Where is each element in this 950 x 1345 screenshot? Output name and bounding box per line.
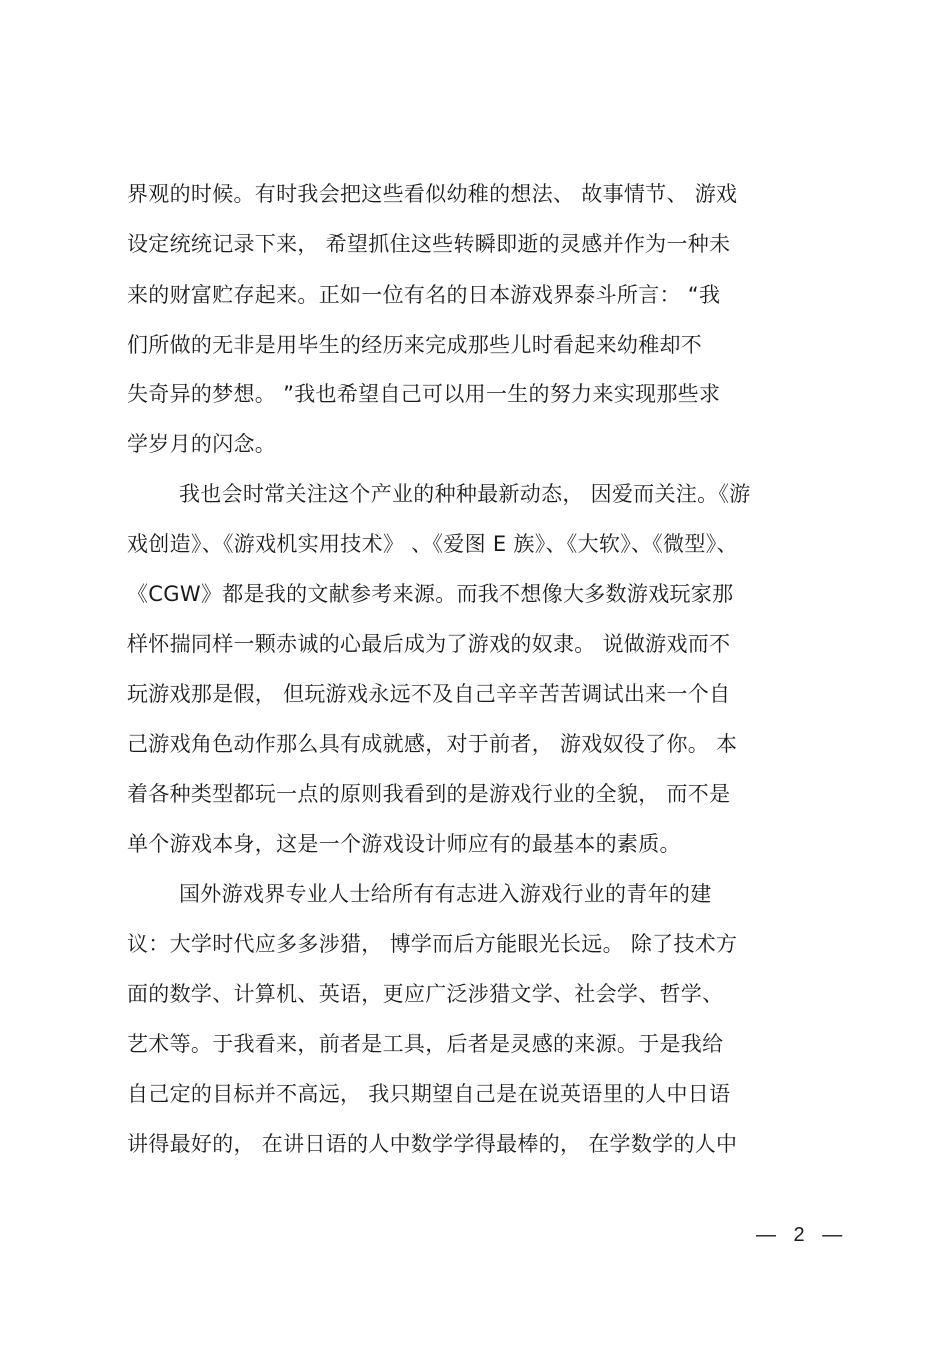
page-number: — 2 — xyxy=(756,1224,849,1246)
paragraph-start-line: 国外游戏界专业人士给所有有志进入游戏行业的青年的建 xyxy=(179,882,712,906)
text-line: 面的数学、计算机、英语，更应广泛涉猎文学、社会学、哲学、 xyxy=(127,982,724,1006)
text-line: 玩游戏那是假， 但玩游戏永远不及自己辛辛苦苦调试出来一个自 xyxy=(127,682,731,706)
text-line: 学岁月的闪念。 xyxy=(127,432,277,456)
text-line: 己游戏角色动作那么具有成就感，对于前者， 游戏奴役了你。 本 xyxy=(127,732,738,756)
text-line: 单个游戏本身，这是一个游戏设计师应有的最基本的素质。 xyxy=(127,832,681,856)
text-line: 设定统统记录下来， 希望抓住这些转瞬即逝的灵感并作为一种未 xyxy=(127,232,731,256)
text-line: 议：大学时代应多多涉猎， 博学而后方能眼光长远。 除了技术方 xyxy=(127,932,738,956)
text-line: 《CGW》都是我的文献参考来源。而我不想像大多数游戏玩家那 xyxy=(127,582,734,606)
text-line: 戏创造》、《游戏机实用技术》 、《爱图 E 族》、《大软》、《微型》、 xyxy=(127,532,738,556)
text-line: 艺术等。于我看来，前者是工具，后者是灵感的来源。于是我给 xyxy=(127,1032,724,1056)
text-line: 讲得最好的， 在讲日语的人中数学学得最棒的， 在学数学的人中 xyxy=(127,1132,738,1156)
text-line: 界观的时候。有时我会把这些看似幼稚的想法、 故事情节、 游戏 xyxy=(127,182,738,206)
text-line: 们所做的无非是用毕生的经历来完成那些儿时看起来幼稚却不 xyxy=(127,333,703,357)
text-line: 失奇异的梦想。 ”我也希望自己可以用一生的努力来实现那些求 xyxy=(127,382,721,406)
paragraph-start-line: 我也会时常关注这个产业的种种最新动态， 因爱而关注。《游 xyxy=(179,482,751,506)
text-line: 着各种类型都玩一点的原则我看到的是游戏行业的全貌， 而不是 xyxy=(127,782,731,806)
text-line: 自己定的目标并不高远， 我只期望自己是在说英语里的人中日语 xyxy=(127,1082,731,1106)
text-line: 来的财富贮存起来。正如一位有名的日本游戏界泰斗所言： “我 xyxy=(127,283,721,307)
text-line: 样怀揣同样一颗赤诚的心最后成为了游戏的奴隶。 说做游戏而不 xyxy=(127,632,731,656)
